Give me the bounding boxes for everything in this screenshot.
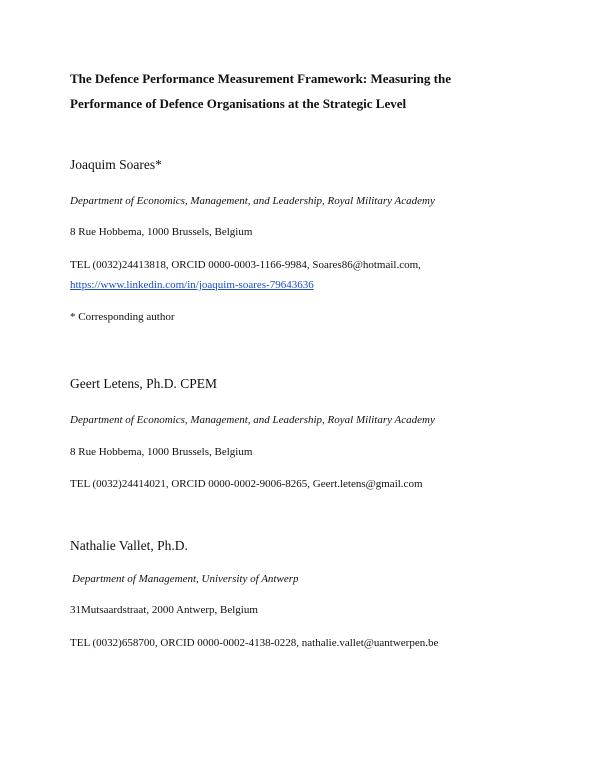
author-2-department: Department of Economics, Management, and Leadership, Royal Military Academy [70, 414, 435, 426]
paper-title-line-1: The Defence Performance Measurement Framework: Measuring the [70, 71, 451, 86]
author-3-name: Nathalie Vallet, Ph.D. [70, 538, 188, 553]
author-1-linkedin-link[interactable]: https://www.linkedin.com/in/joaquim-soares-79643636 [70, 279, 314, 291]
author-1-name: Joaquim Soares* [70, 157, 162, 172]
author-1-contact: TEL (0032)24413818, ORCID 0000-0003-1166-9984, Soares86@hotmail.com, [70, 259, 421, 271]
author-3-contact: TEL (0032)658700, ORCID 0000-0002-4138-0228, nathalie.vallet@uantwerpen.be [70, 637, 439, 649]
author-2-contact: TEL (0032)24414021, ORCID 0000-0002-9006-8265, Geert.letens@gmail.com [70, 478, 423, 490]
author-2-name: Geert Letens, Ph.D. CPEM [70, 376, 217, 391]
corresponding-author-note: * Corresponding author [70, 311, 175, 323]
paper-title-line-2: Performance of Defence Organisations at the Strategic Level [70, 96, 407, 111]
author-1-address: 8 Rue Hobbema, 1000 Brussels, Belgium [70, 226, 253, 238]
author-2-address: 8 Rue Hobbema, 1000 Brussels, Belgium [70, 446, 253, 458]
author-1-department: Department of Economics, Management, and Leadership, Royal Military Academy [70, 195, 435, 207]
author-3-department: Department of Management, University of Antwerp [72, 573, 299, 585]
author-3-address: 31Mutsaardstraat, 2000 Antwerp, Belgium [70, 604, 258, 616]
